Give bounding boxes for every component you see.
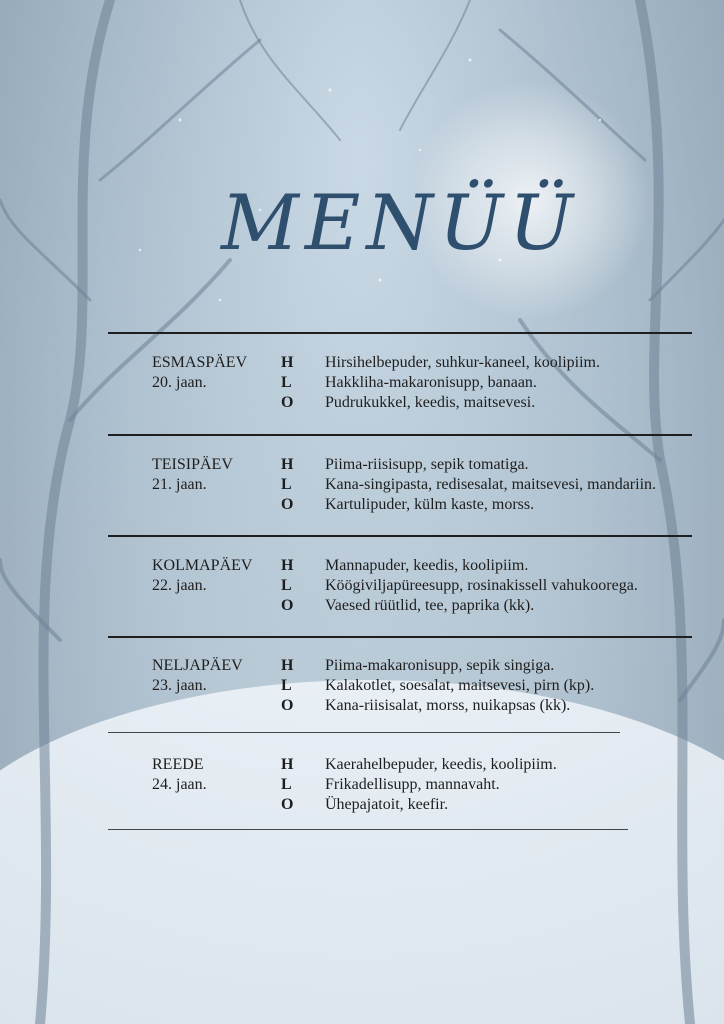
day-name: TEISIPÄEV [152,456,233,473]
meal-row [152,775,712,795]
meal-row [152,676,712,696]
meal-row [152,373,712,393]
meal-row [152,696,712,716]
day-date: 23. jaan. [152,677,207,694]
meal-row [152,475,712,495]
day-block-monday [152,353,712,413]
day-date: 24. jaan. [152,776,207,793]
divider [108,332,692,334]
meal-row [152,393,712,413]
meal-code: O [281,394,294,411]
meal-code: H [281,354,294,371]
meal-row [152,755,712,775]
meal-dish: Kalakotlet, soesalat, maitsevesi, pirn (kp). [325,677,595,694]
meal-dish: Kana-riisisalat, morss, nuikapsas (kk). [325,697,571,714]
meal-row [152,596,712,616]
meal-dish: Ühepajatoit, keefir. [325,796,449,813]
divider [108,732,620,733]
meal-dish: Mannapuder, keedis, koolipiim. [325,557,529,574]
meal-row [152,495,712,515]
meal-row [152,576,712,596]
meal-code: L [281,374,292,391]
meal-code: H [281,557,294,574]
day-block-wednesday [152,556,712,616]
meal-dish: Köögiviljapüreesupp, rosinakissell vahukoorega. [325,577,638,594]
divider [108,636,692,638]
meal-dish: Kana-singipasta, redisesalat, maitsevesi, mandariin. [325,476,657,493]
meal-dish: Hakkliha-makaronisupp, banaan. [325,374,537,391]
meal-code: H [281,756,294,773]
meal-dish: Hirsihelbepuder, suhkur-kaneel, koolipiim. [325,354,600,371]
meal-code: O [281,697,294,714]
day-block-thursday [152,656,712,716]
divider [108,829,628,830]
meal-dish: Vaesed rüütlid, tee, paprika (kk). [325,597,535,614]
day-name: REEDE [152,756,204,773]
divider [108,535,692,537]
divider [108,434,692,436]
meal-row [152,455,712,475]
meal-dish: Kaerahelbepuder, keedis, koolipiim. [325,756,557,773]
day-name: NELJAPÄEV [152,657,243,674]
meal-code: O [281,597,294,614]
day-date: 22. jaan. [152,577,207,594]
day-date: 21. jaan. [152,476,207,493]
meal-code: O [281,496,294,513]
day-name: KOLMAPÄEV [152,557,253,574]
meal-dish: Piima-riisisupp, sepik tomatiga. [325,456,529,473]
meal-dish: Frikadellisupp, mannavaht. [325,776,500,793]
meal-code: H [281,456,294,473]
meal-row [152,795,712,815]
meal-dish: Kartulipuder, külm kaste, morss. [325,496,535,513]
meal-dish: Piima-makaronisupp, sepik singiga. [325,657,555,674]
meal-row [152,353,712,373]
day-block-tuesday [152,455,712,515]
meal-row [152,656,712,676]
meal-row [152,556,712,576]
meal-dish: Pudrukukkel, keedis, maitsevesi. [325,394,536,411]
page-title: MENÜÜ [221,178,579,267]
day-date: 20. jaan. [152,374,207,391]
meal-code: L [281,476,292,493]
day-block-friday [152,755,712,815]
meal-code: L [281,776,292,793]
meal-code: L [281,677,292,694]
meal-code: L [281,577,292,594]
meal-code: H [281,657,294,674]
meal-code: O [281,796,294,813]
day-name: ESMASPÄEV [152,354,248,371]
